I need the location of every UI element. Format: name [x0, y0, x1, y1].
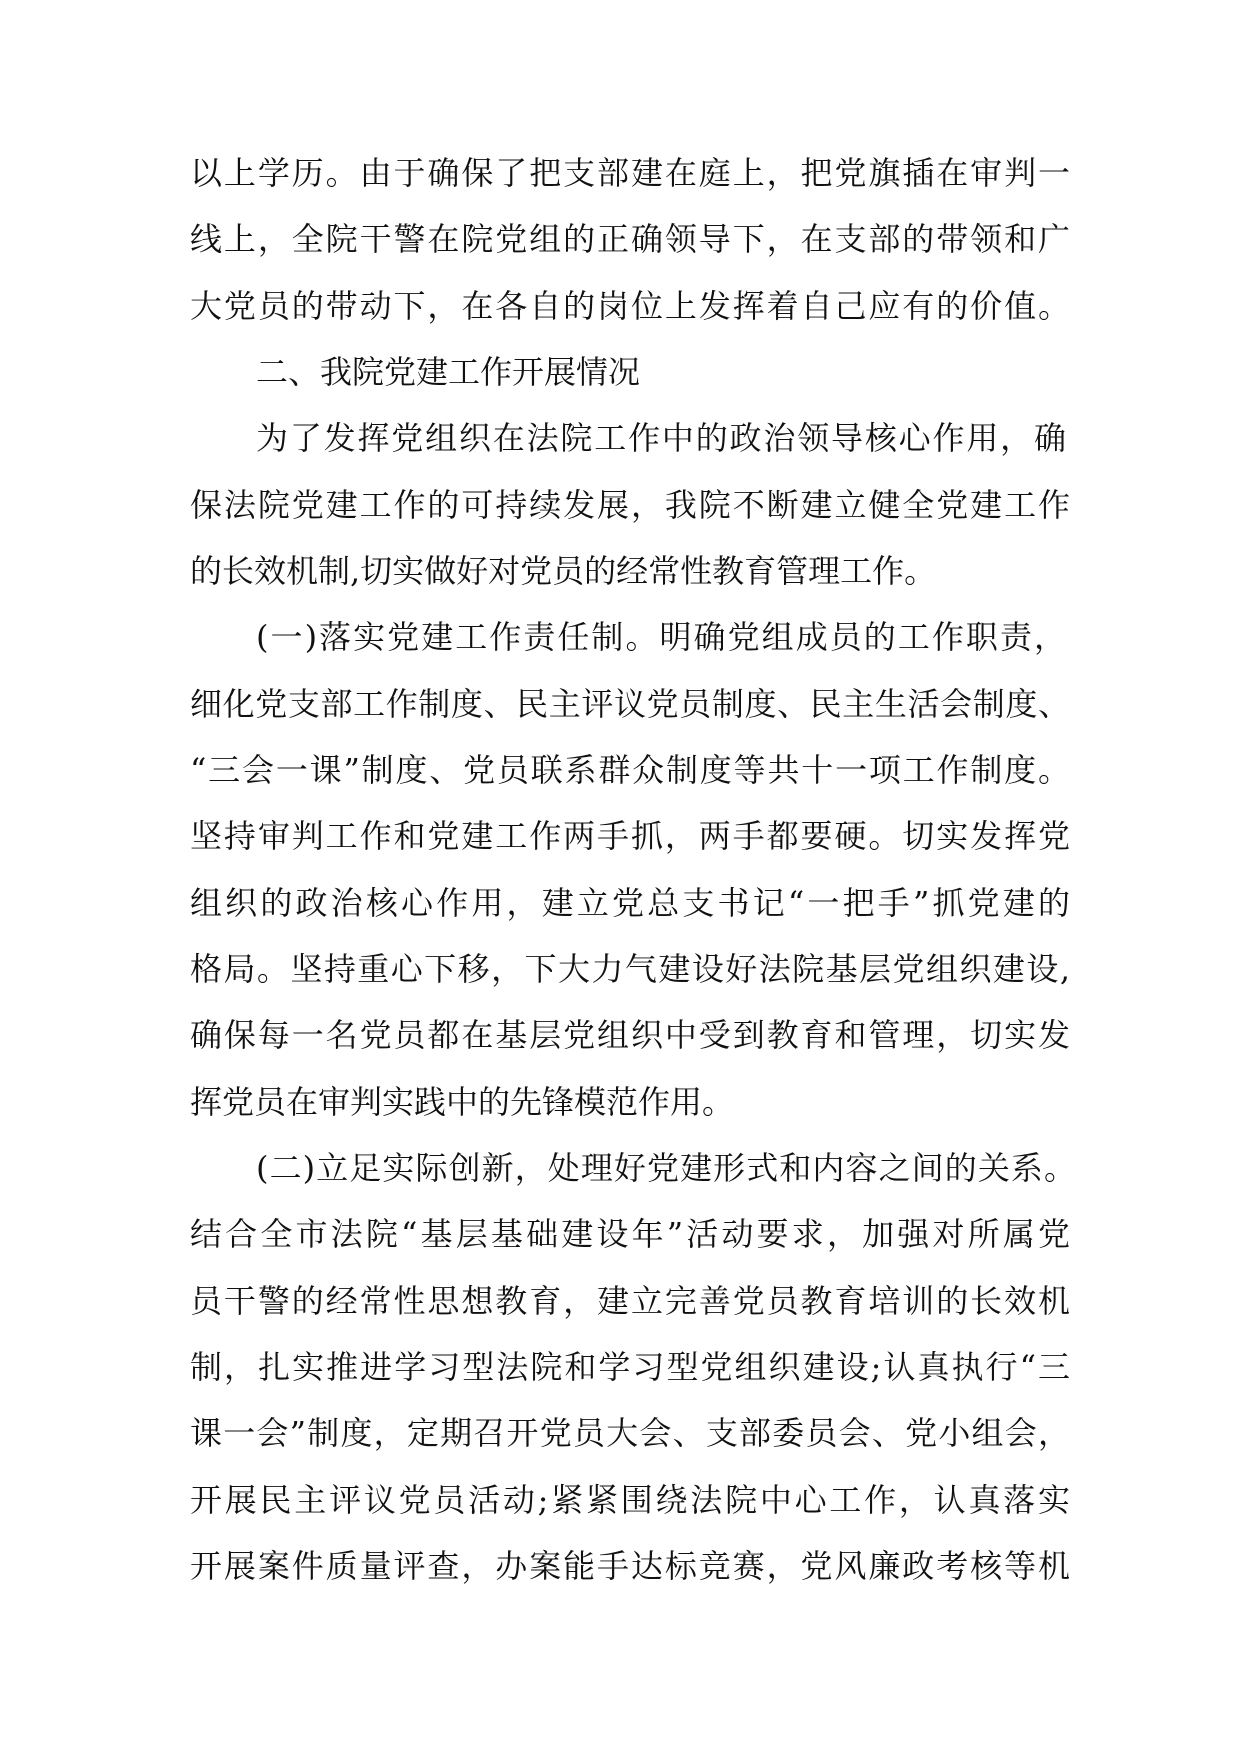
text-line: 线上，全院干警在院党组的正确领导下，在支部的带领和广 — [190, 220, 1070, 258]
text-line: 细化党支部工作制度、民主评议党员制度、民主生活会制度、 — [190, 685, 1070, 723]
text-line: 大党员的带动下，在各自的岗位上发挥着自己应有的价值。 — [190, 287, 1070, 325]
text-line: 制，扎实推进学习型法院和学习型党组织建设;认真执行“三 — [190, 1348, 1070, 1386]
text-line: 结合全市法院“基层基础建设年”活动要求，加强对所属党 — [190, 1215, 1070, 1253]
text-line: 以上学历。由于确保了把支部建在庭上，把党旗插在审判一 — [190, 154, 1070, 192]
text-line: 格局。坚持重心下移，下大力气建设好法院基层党组织建设, — [190, 950, 1070, 988]
section-heading: 二、我院党建工作开展情况 — [256, 353, 641, 391]
text-line: 坚持审判工作和党建工作两手抓，两手都要硬。切实发挥党 — [190, 817, 1070, 855]
text-line: 为了发挥党组织在法院工作中的政治领导核心作用，确 — [256, 419, 1066, 457]
text-line: 确保每一名党员都在基层党组织中受到教育和管理，切实发 — [190, 1016, 1070, 1054]
text-line: 员干警的经常性思想教育，建立完善党员教育培训的长效机 — [190, 1282, 1070, 1320]
text-line: 组织的政治核心作用，建立党总支书记“一把手”抓党建的 — [190, 884, 1070, 922]
text-line: 挥党员在审判实践中的先锋模范作用。 — [190, 1083, 735, 1121]
text-line: 课一会”制度，定期召开党员大会、支部委员会、党小组会， — [190, 1414, 1070, 1452]
text-line: 的长效机制,切实做好对党员的经常性教育管理工作。 — [190, 552, 937, 590]
subsection-heading: (一)落实党建工作责任制。明确党组成员的工作职责， — [256, 618, 1066, 656]
text-line: “三会一课”制度、党员联系群众制度等共十一项工作制度。 — [190, 751, 1070, 789]
text-line: 开展案件质量评查，办案能手达标竞赛，党风廉政考核等机 — [190, 1547, 1070, 1585]
subsection-heading: (二)立足实际创新，处理好党建形式和内容之间的关系。 — [256, 1149, 1076, 1187]
text-line: 开展民主评议党员活动;紧紧围绕法院中心工作，认真落实 — [190, 1481, 1070, 1519]
text-line: 保法院党建工作的可持续发展，我院不断建立健全党建工作 — [190, 486, 1070, 524]
